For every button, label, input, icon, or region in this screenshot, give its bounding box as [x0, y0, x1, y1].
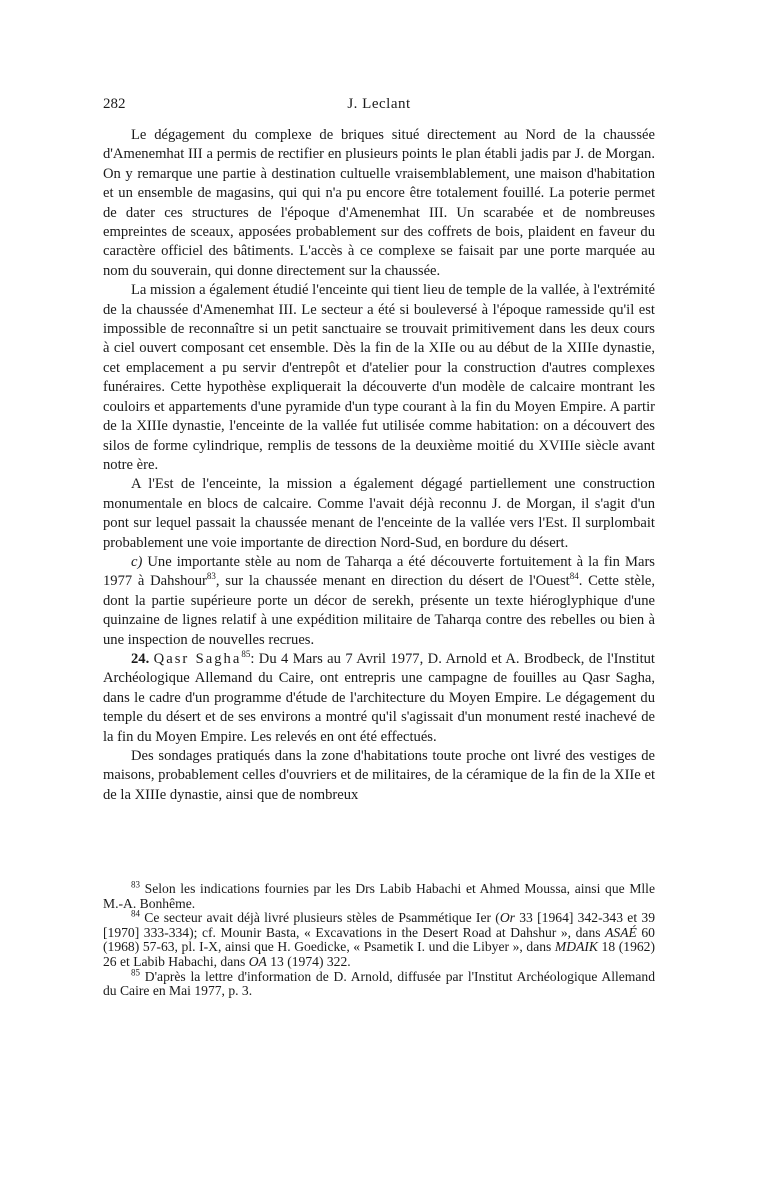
text-run: . Cette stèle, dont la partie supérieure porte un décor de serekh, présente un texte hiéroglyphique d'une quinzaine de lignes relatif à une expédition militaire de Taharqa contre des rebelles ou bien à une inspection de nouvelles recrues.: [103, 573, 655, 648]
footnote-text: 33 [1964] 342-343 et 39 [1970] 333-334); cf. Mounir Basta, « Excavations in the Desert Road at Dahshur », dans: [103, 910, 655, 940]
list-letter: c): [131, 553, 143, 570]
site-name: Qasr Sagha: [153, 650, 242, 667]
section-number: 24.: [131, 650, 150, 667]
footnote-text: Ce secteur avait déjà livré plusieurs stèles de Psammétique Ier (: [140, 910, 500, 926]
page-header: [103, 96, 655, 116]
text-run: Une importante stèle au nom de Taharqa a été découverte fortuitement à la fin Mars 1977 à Dahshour: [103, 553, 655, 590]
footnote-text: 60 (1968) 57-63, pl. I-X, ainsi que H. Goedicke, « Psametik I. und die Libyer », dans: [103, 924, 655, 955]
paragraph: A l'Est de l'enceinte, la mission a également dégagé partiellement une construction monumentale en blocs de calcaire. Comme l'avait déjà reconnu J. de Morgan, il s'agit d'un pont sur lequel passait la chaussée menant de l'enceinte de la vallée vers l'Est. Il surplombait probablement une voie importante de direction Nord-Sud, en bordure du désert.: [103, 476, 655, 551]
footnote-ref: 83: [206, 571, 216, 582]
paragraph-c: [103, 553, 655, 650]
footnote-text: Selon les indications fournies par les Drs Labib Habachi et Ahmed Moussa, ainsi que Mlle M.-A. Bonhême.: [103, 881, 655, 911]
paragraph-24: [103, 650, 655, 747]
footnote-85: [103, 967, 655, 999]
footnote-ref: 85: [241, 649, 251, 660]
footnote-text: D'après la lettre d'information de D. Arnold, diffusée par l'Institut Archéologique Allemand du Caire en Mai 1977, p. 3.: [103, 968, 655, 999]
main-text: [103, 126, 655, 805]
journal-abbrev: ASAÉ: [605, 924, 637, 940]
paragraph: La mission a également étudié l'enceinte qui tient lieu de temple de la vallée, à l'extrémité de la chaussée d'Amenemhat III. Le secteur a été si bouleversé à l'époque ramesside qu'il est impossible de reconnaître si un petit sanctuaire se trouvait primitivement dans les deux cours à ciel ouvert composant cet ensemble. Dès la fin de la XIIe ou au début de la XIIIe dynastie, cet emplacement a pu servir d'entrepôt et d'atelier pour la construction d'autres complexes funéraires. Cette hypothèse expliquerait la découverte d'un modèle de calcaire montrant les couloirs et appartements d'une pyramide d'un type courant à la fin du Moyen Empire. A partir de la XIIIe dynastie, l'enceinte de la vallée fut utilisée comme habitation: on a découvert des silos de forme cylindrique, remplis de tessons de la deuxième moitié du XVIIIe siècle avant notre ère.: [103, 282, 655, 473]
footnote-text: 18 (1962) 26 et Labib Habachi, dans: [103, 939, 655, 969]
page-number: 282: [103, 96, 126, 112]
footnote-83: [103, 879, 655, 911]
footnote-ref: 84: [569, 571, 579, 582]
journal-abbrev: Or: [499, 910, 515, 926]
paragraph: Le dégagement du complexe de briques situé directement au Nord de la chaussée d'Amenemhat III a permis de rectifier en plusieurs points le plan établi jadis par J. de Morgan. On y remarque une partie à destination cultuelle vraisemblablement, une maison d'habitation et un ensemble de magasins, qui qui n'a pu encore être totalement fouillé. La poterie permet de dater ces structures de l'époque d'Amenemhat III. Un scarabée et de nombreuses empreintes de sceaux, apposées probablement sur des coffrets de bois, plaident en faveur du caractère officiel des bâtiments. L'accès à ce complexe se faisait par une porte marquée au nom du souverain, qui donne directement sur la chaussée.: [103, 127, 655, 279]
footnote-mark: 85: [131, 967, 140, 978]
journal-abbrev: OA: [248, 953, 267, 969]
journal-abbrev: MDAIK: [554, 939, 598, 955]
text-run: : Du 4 Mars au 7 Avril 1977, D. Arnold et A. Brodbeck, de l'Institut Archéologique Allemand du Caire, ont entrepris une campagne de fouilles au Qasr Sagha, dans le cadre d'un programme d'étude de l'architecture du Moyen Empire. Le dégagement du temple du désert et de ses environs a montré qu'il s'agissait d'un monument resté inachevé de la fin du Moyen Empire. Les relevés en ont été effectués.: [103, 650, 655, 745]
footnote-84: [103, 908, 655, 969]
footnote-text: 13 (1974) 322.: [266, 953, 351, 969]
running-head: J. Leclant: [347, 96, 411, 112]
footnotes: [103, 879, 655, 999]
footnote-mark: 84: [131, 908, 140, 919]
paragraph: Des sondages pratiqués dans la zone d'habitations toute proche ont livré des vestiges de maisons, probablement celles d'ouvriers et de militaires, de la céramique de la fin de la XIIe et de la XIIIe dynastie, ainsi que de nombreux: [103, 748, 655, 803]
text-run: , sur la chaussée menant en direction du désert de l'Ouest: [215, 573, 570, 590]
footnote-mark: 83: [131, 879, 140, 890]
